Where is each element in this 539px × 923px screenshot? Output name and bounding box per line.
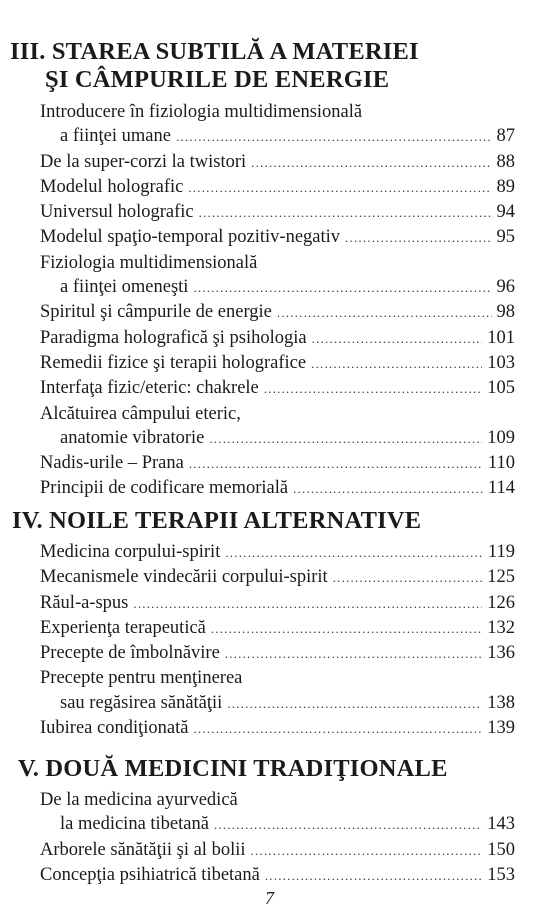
entry-title: Modelul spaţio-temporal pozitiv-negativ <box>40 227 341 248</box>
entry-title: Fiziologia multidimensională <box>40 252 258 273</box>
dot-leader <box>345 226 491 250</box>
chapter-title <box>0 507 539 535</box>
dot-leader <box>227 692 482 716</box>
chapter-section <box>0 38 539 502</box>
toc-entry <box>0 591 539 616</box>
toc-entry <box>0 300 539 325</box>
toc-entry <box>0 616 539 641</box>
entry-page-number: 110 <box>487 453 515 474</box>
toc-entry <box>0 200 539 225</box>
entry-page-number: 150 <box>487 839 515 860</box>
dot-leader <box>251 151 491 175</box>
entry-page-number: 88 <box>496 151 515 172</box>
dot-leader <box>225 642 482 666</box>
chapter-section <box>0 755 539 888</box>
entry-title: Interfaţa fizic/eteric: chakrele <box>40 378 259 399</box>
entry-title: Răul-a-spus <box>40 592 129 613</box>
entry-page-number: 95 <box>496 227 515 248</box>
toc-entries <box>0 100 539 502</box>
entry-title: Iubirea condiţionată <box>40 718 189 739</box>
dot-leader <box>214 813 482 837</box>
toc-entries <box>0 540 539 741</box>
entry-page-number: 139 <box>487 718 515 739</box>
dot-leader <box>277 301 492 325</box>
chapter-section <box>0 507 539 741</box>
dot-leader <box>312 327 483 351</box>
chapter-title-line: V. DOUĂ MEDICINI TRADIŢIONALE <box>18 755 448 782</box>
entry-page-number: 132 <box>487 617 515 638</box>
entry-title: Concepţia psihiatrică tibetană <box>40 864 260 885</box>
toc-entry <box>0 175 539 200</box>
toc-entry <box>0 863 539 888</box>
entry-page-number: 96 <box>496 277 515 298</box>
entry-title: Arborele sănătăţii şi al bolii <box>40 839 246 860</box>
dot-leader <box>225 541 483 565</box>
dot-leader <box>176 125 492 149</box>
entry-page-number: 143 <box>487 814 515 835</box>
dot-leader <box>189 452 483 476</box>
entry-title: Medicina corpului-spirit <box>40 542 221 562</box>
dot-leader <box>209 427 482 451</box>
entry-page-number: 138 <box>487 692 515 713</box>
toc-entry <box>0 838 539 863</box>
entry-page-number: 103 <box>487 352 515 373</box>
chapter-title-line: ŞI CÂMPURILE DE ENERGIE <box>45 66 390 93</box>
entry-title: Nadis-urile – Prana <box>40 453 184 474</box>
entry-title-continuation: a fiinţei umane <box>60 126 171 147</box>
entry-title-continuation: anatomie vibratorie <box>60 427 205 448</box>
entry-title: Precepte pentru menţinerea <box>40 668 243 689</box>
entry-title: Alcătuirea câmpului eteric, <box>40 403 241 424</box>
entry-page-number: 94 <box>496 202 515 223</box>
toc-entry <box>0 788 539 838</box>
toc-entry <box>0 666 539 716</box>
entry-title-continuation: sau regăsirea sănătăţii <box>60 692 223 713</box>
entry-title: Precepte de îmbolnăvire <box>40 643 220 664</box>
toc-entry <box>0 150 539 175</box>
entry-page-number: 136 <box>487 643 515 664</box>
toc-entry <box>0 376 539 401</box>
entry-title: Mecanismele vindecării corpului-spirit <box>40 567 328 588</box>
entry-title-continuation: a fiinţei omeneşti <box>60 277 189 298</box>
chapter-title <box>0 38 539 94</box>
entry-title-continuation: la medicina tibetană <box>60 814 209 835</box>
entry-page-number: 87 <box>496 126 515 147</box>
toc-entry <box>0 402 539 452</box>
toc-entry <box>0 326 539 351</box>
dot-leader <box>193 276 491 300</box>
dot-leader <box>188 176 491 200</box>
entry-title: De la medicina ayurvedică <box>40 790 238 810</box>
entry-title: Experienţa terapeutică <box>40 617 206 638</box>
dot-leader <box>265 864 482 888</box>
chapter-title-line: III. STAREA SUBTILĂ A MATERIEI <box>10 38 419 65</box>
dot-leader <box>251 839 483 863</box>
entry-title: Universul holografic <box>40 202 194 223</box>
toc-entry <box>0 716 539 741</box>
dot-leader <box>199 201 492 225</box>
toc-entry <box>0 251 539 301</box>
dot-leader <box>264 377 482 401</box>
toc-entry <box>0 641 539 666</box>
toc-entry <box>0 100 539 150</box>
dot-leader <box>133 592 482 616</box>
entry-title: De la super-corzi la twistori <box>40 151 247 172</box>
entry-page-number: 89 <box>496 176 515 197</box>
toc-entry <box>0 476 539 501</box>
toc-entries <box>0 788 539 888</box>
dot-leader <box>293 477 483 501</box>
dot-leader <box>311 352 482 376</box>
entry-page-number: 119 <box>487 542 515 562</box>
toc-entry <box>0 225 539 250</box>
chapter-title-line: IV. NOILE TERAPII ALTERNATIVE <box>12 507 422 534</box>
entry-page-number: 125 <box>487 567 515 588</box>
entry-page-number: 153 <box>487 864 515 885</box>
entry-title: Paradigma holografică şi psihologia <box>40 327 307 348</box>
entry-title: Principii de codificare memorială <box>40 478 289 499</box>
dot-leader <box>211 617 482 641</box>
entry-title: Spiritul şi câmpurile de energie <box>40 302 272 323</box>
chapter-title <box>0 755 539 783</box>
toc-entry <box>0 565 539 590</box>
entry-title: Remedii fizice şi terapii holografice <box>40 352 307 373</box>
page-number: 7 <box>265 888 274 908</box>
dot-leader <box>193 717 482 741</box>
entry-page-number: 101 <box>487 327 515 348</box>
toc-entry <box>0 351 539 376</box>
toc-entry <box>0 451 539 476</box>
entry-page-number: 98 <box>496 302 515 323</box>
dot-leader <box>333 566 483 590</box>
entry-title: Introducere în fiziologia multidimensională <box>40 102 363 122</box>
entry-page-number: 126 <box>487 592 515 613</box>
entry-page-number: 109 <box>487 427 515 448</box>
entry-page-number: 105 <box>487 378 515 399</box>
entry-page-number: 114 <box>487 478 515 499</box>
toc-entry <box>0 540 539 565</box>
entry-title: Modelul holografic <box>40 176 184 197</box>
